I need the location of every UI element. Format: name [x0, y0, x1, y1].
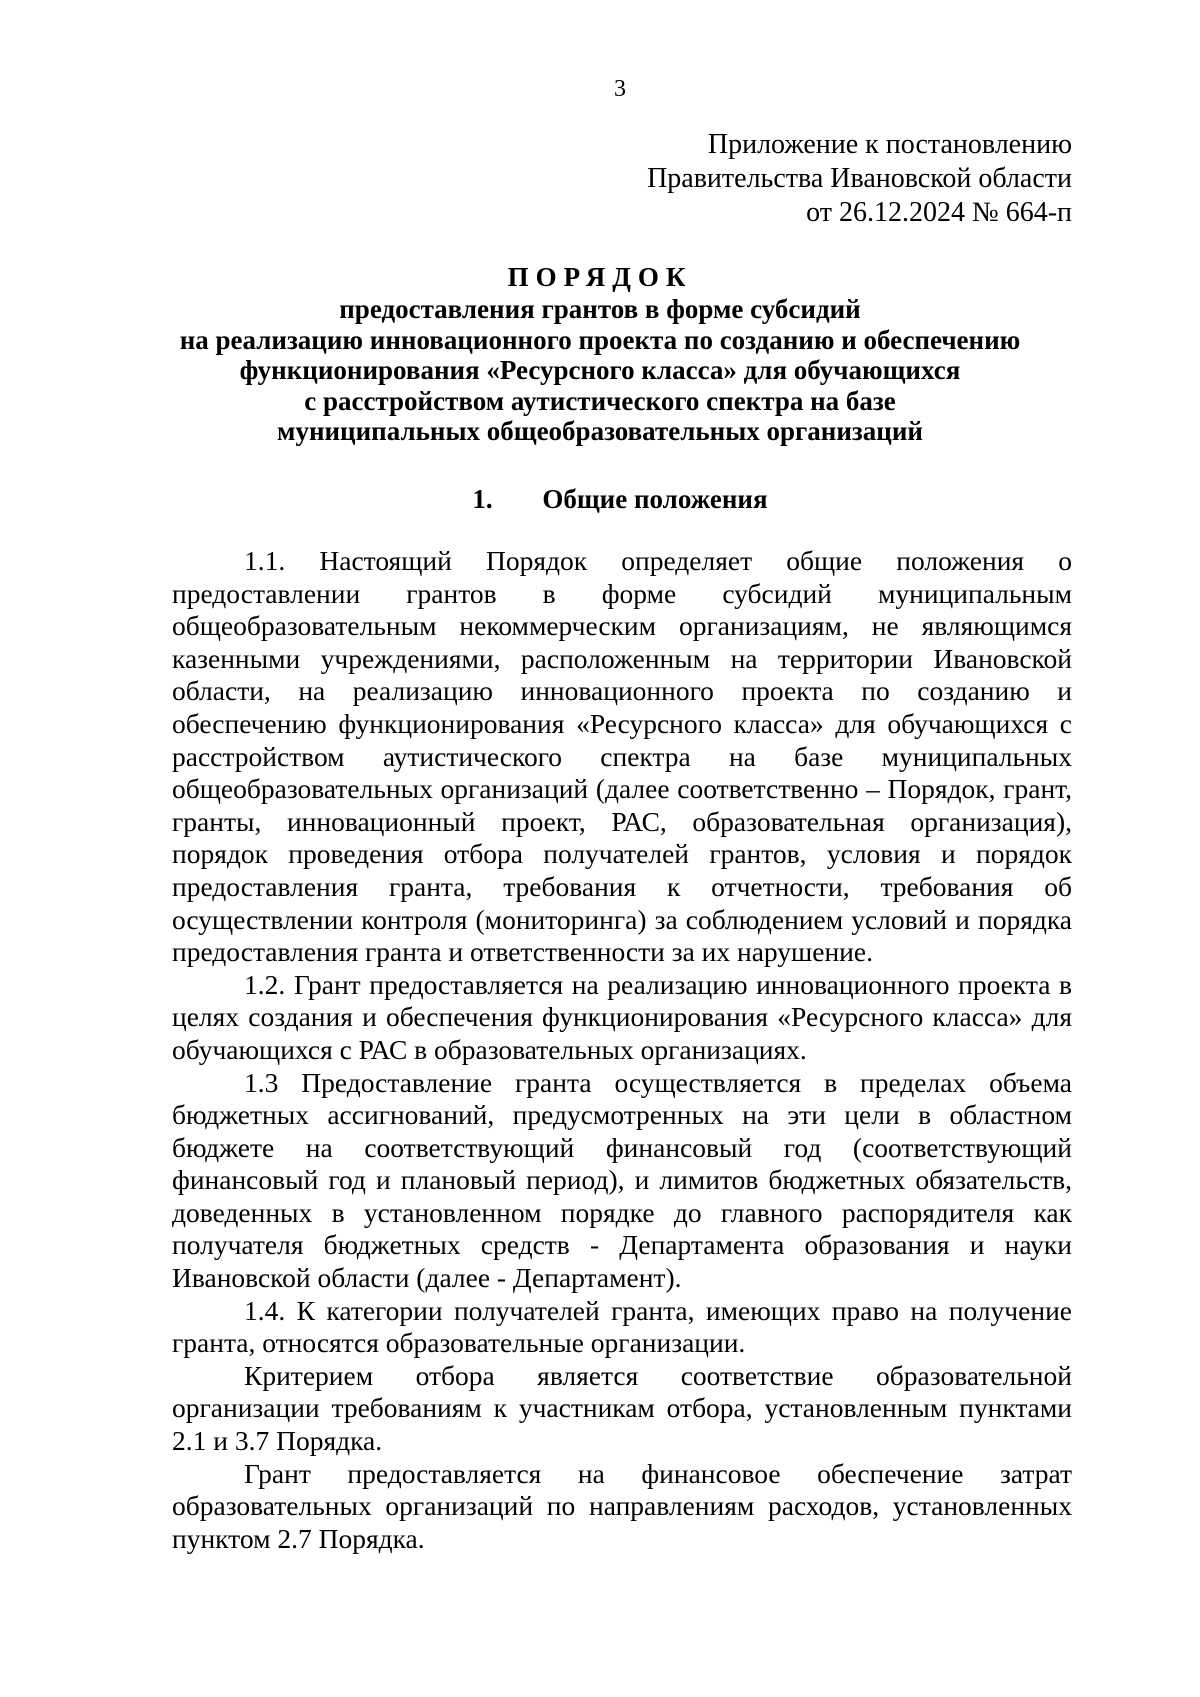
appendix-line: от 26.12.2024 № 664-п [806, 197, 1072, 228]
page-number: 3 [614, 76, 626, 102]
document-title: ПОРЯДОК [507, 262, 693, 292]
section-heading [0, 482, 1200, 516]
appendix-line: Приложение к постановлению [707, 129, 1072, 160]
subtitle-line: муниципальных общеобразовательных организаций [277, 416, 923, 446]
document-subtitle [128, 294, 1072, 447]
paragraph: Грант предоставляется на финансовое обеспечение затрат образовательных организаций по направлениям расходов, установленных пунктом 2.7 Порядка. [172, 1457, 1072, 1554]
paragraph: 1.3 Предоставление гранта осуществляется в пределах объема бюджетных ассигнований, предусмотренных на эти цели в областном бюджете на соответствующий финансовый год (соответствующий финансовый год и плановый период), и лимитов бюджетных обязательств, доведенных в установленном порядке до главного распорядителя как получателя бюджетных средств - Департамента образования и науки Ивановской области (далее - Департамент). [172, 1066, 1072, 1294]
body-text [172, 545, 1072, 1555]
section-title: Общие положения [542, 484, 768, 514]
paragraph: 1.4. К категории получателей гранта, имеющих право на получение гранта, относятся образовательные организации. [172, 1294, 1072, 1359]
paragraph: Критерием отбора является соответствие образовательной организации требованиям к участникам отбора, установленным пунктами 2.1 и 3.7 Порядка. [172, 1359, 1072, 1457]
subtitle-line: предоставления грантов в форме субсидий [339, 294, 861, 324]
subtitle-line: на реализацию инновационного проекта по созданию и обеспечению [179, 324, 1021, 355]
appendix-reference [647, 128, 1072, 230]
subtitle-line: с расстройством аутистического спектра на базе [304, 385, 896, 416]
paragraph: 1.1. Настоящий Порядок определяет общие положения о предоставлении грантов в форме субсидий муниципальным общеобразовательным некоммерческим организациям, не являющимся казенными учреждениями, расположенным на территории Ивановской области, на реализацию инновационного проекта по созданию и обеспечению функционирования «Ресурсного класса» для обучающихся с расстройством аутистического спектра на базе муниципальных общеобразовательных организаций (далее соответственно – Порядок, грант, гранты, инновационный проект, РАС, образовательная организация), порядок проведения отбора получателей грантов, условия и порядок предоставления гранта, требования к отчетности, требования об осуществлении контроля (мониторинга) за соблюдением условий и порядка предоставления гранта и ответственности за их нарушение. [172, 545, 1072, 968]
section-number: 1. [472, 484, 493, 514]
subtitle-line: функционирования «Ресурсного класса» для обучающихся [239, 355, 961, 385]
document-title-block [128, 260, 1072, 447]
appendix-line: Правительства Ивановской области [647, 163, 1072, 194]
paragraph: 1.2. Грант предоставляется на реализацию инновационного проекта в целях создания и обеспечения функционирования «Ресурсного класса» для обучающихся с РАС в образовательных организациях. [172, 968, 1072, 1065]
